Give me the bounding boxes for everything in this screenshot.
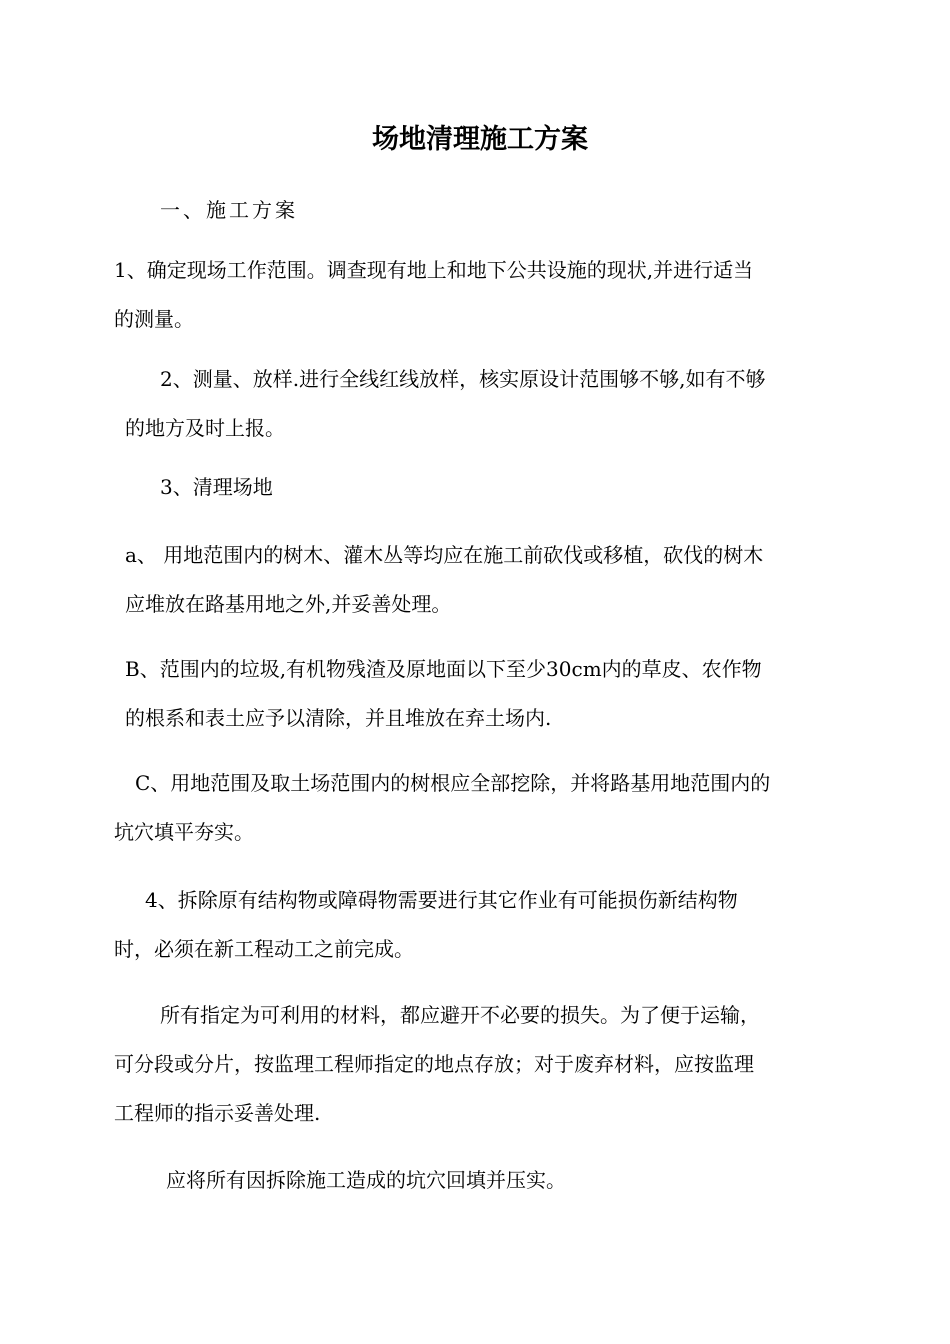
item-2-line-1: 2、测量、放样.进行全线红线放样，核实原设计范围够不够,如有不够 [160,367,766,391]
item-2-line-2: 的地方及时上报。 [125,416,285,440]
item-c-line-1: C、用地范围及取土场范围内的树根应全部挖除，并将路基用地范围内的 [135,771,771,795]
section-heading-construction-plan: 一、施工方案 [160,198,298,222]
item-c-line-2: 坑穴填平夯实。 [114,820,254,844]
item-b-line-2: 的根系和表土应予以清除，并且堆放在弃土场内. [125,706,552,730]
item-3-heading: 3、清理场地 [160,475,273,499]
item-1-line-1: 1、确定现场工作范围。调查现有地上和地下公共设施的现状,并进行适当 [114,258,754,282]
item-a-line-1: a、 用地范围内的树木、灌木丛等均应在施工前砍伐或移植，砍伐的树木 [125,543,764,567]
materials-paragraph-line-2: 可分段或分片，按监理工程师指定的地点存放；对于废弃材料，应按监理 [114,1052,754,1076]
backfill-paragraph: 应将所有因拆除施工造成的坑穴回填并压实。 [166,1168,566,1192]
item-1-line-2: 的测量。 [114,307,194,331]
document-title: 场地清理施工方案 [372,124,588,155]
item-a-line-2: 应堆放在路基用地之外,并妥善处理。 [125,592,452,616]
item-b-line-1: B、范围内的垃圾,有机物残渣及原地面以下至少30cm内的草皮、农作物 [125,657,762,681]
materials-paragraph-line-1: 所有指定为可利用的材料，都应避开不必要的损失。为了便于运输， [160,1003,760,1027]
item-4-line-1: 4、拆除原有结构物或障碍物需要进行其它作业有可能损伤新结构物 [145,888,738,912]
item-4-line-2: 时，必须在新工程动工之前完成。 [114,937,414,961]
materials-paragraph-line-3: 工程师的指示妥善处理. [114,1101,321,1125]
